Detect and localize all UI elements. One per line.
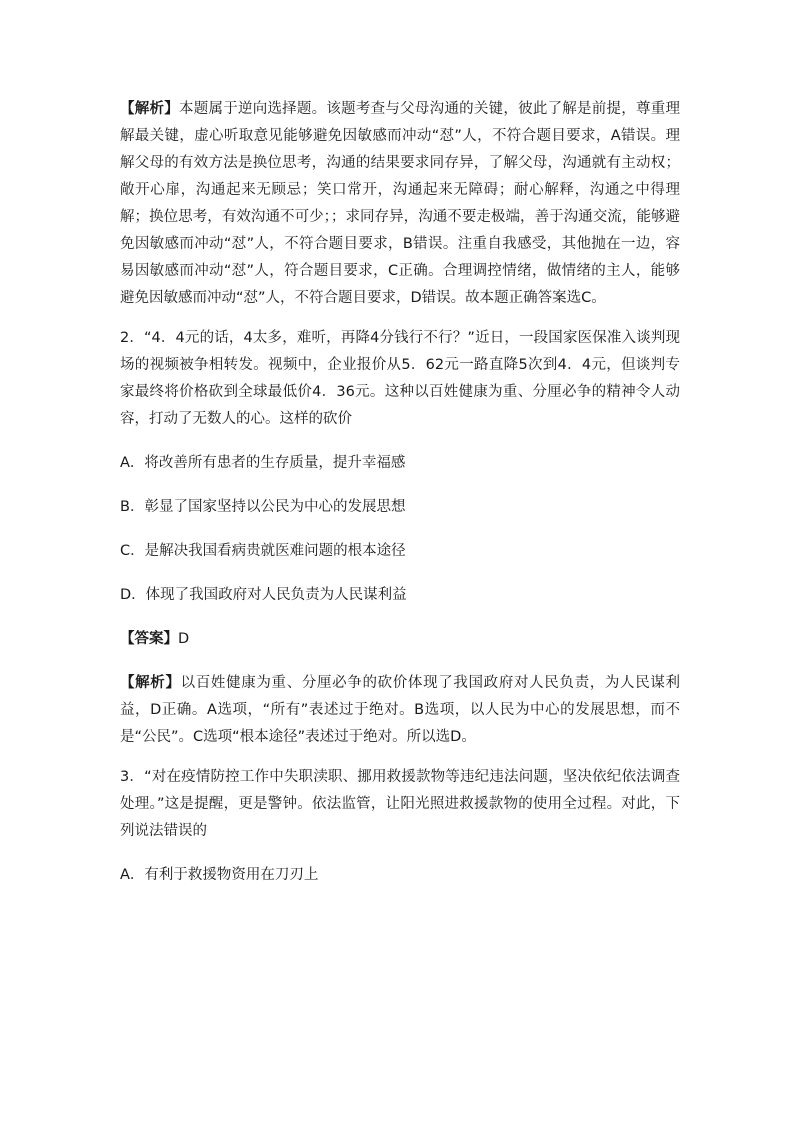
q2-answer-value: D bbox=[178, 631, 190, 647]
q1-analysis-text: 本题属于逆向选择题。该题考查与父母沟通的关键，彼此了解是前提，尊重理解最关键，虚心听取意见能够避免因敏感而冲动“怼”人，不符合题目要求，A错误。理解父母的有效方法是换位思考，沟通的结果要求同存异，了解父母，沟通就有主动权；敞开心扉，沟通起来无顾忌；笑口常开，沟通起来无障碍；耐心解释，沟通之中得理解；换位思考，有效沟通不可少；；求同存异，沟通不要走极端，善于沟通交流，能够避免因敏感而冲动“怼”人，不符合题目要求，B错误。注重自我感受，其他抛在一边，容易因敏感而冲动“怼”人，符合题目要求，C正确。合理调控情绪，做情绪的主人，能够避免因敏感而冲动“怼”人，不符合题目要求，D错误。故本题正确答案选C。 bbox=[120, 101, 681, 306]
q2-option-d: D．体现了我国政府对人民负责为人民谋利益 bbox=[120, 587, 407, 603]
q2-stem: 2．“4．4元的话，4太多，难听，再降4分钱行不行？”近日，一段国家医保准入谈判现场的视频被争相转发。视频中，企业报价从5．62元一路直降5次到4．4元，但谈判专家最终将价格砍到全球最低价4．36元。这种以百姓健康为重、分厘必争的精神令人动容，打动了无数人的心。这样的砍价 bbox=[120, 330, 680, 427]
q2-answer-tag: 【答案】 bbox=[120, 631, 178, 647]
q2-analysis bbox=[120, 670, 680, 751]
q3-stem: 3．“对在疫情防控工作中失职渎职、挪用救援款物等违纪违法问题，坚决依纪依法调查处理。”这是提醒，更是警钟。依法监管，让阳光照进救援款物的使用全过程。对此，下列说法错误的 bbox=[120, 769, 680, 839]
q1-analysis bbox=[120, 96, 680, 312]
q2-option-a: A．将改善所有患者的生存质量，提升幸福感 bbox=[120, 455, 406, 471]
q2-option-c: C．是解决我国看病贵就医难问题的根本途径 bbox=[120, 543, 406, 559]
q2-analysis-text: 以百姓健康为重、分厘必争的砍价体现了我国政府对人民负责，为人民谋利益，D正确。A选项，“所有”表述过于绝对。B选项，以人民为中心的发展思想，而不是“公民”。C选项“根本途径”表述过于绝对。所以选D。 bbox=[120, 675, 681, 745]
document-page bbox=[120, 96, 680, 889]
q1-analysis-tag: 【解析】 bbox=[120, 101, 179, 117]
q2-analysis-tag: 【解析】 bbox=[120, 675, 181, 691]
q2-answer bbox=[120, 626, 680, 653]
q2-option-b: B．彰显了国家坚持以公民为中心的发展思想 bbox=[120, 499, 406, 515]
q3-option-a: A．有利于救援物资用在刀刃上 bbox=[120, 867, 319, 883]
